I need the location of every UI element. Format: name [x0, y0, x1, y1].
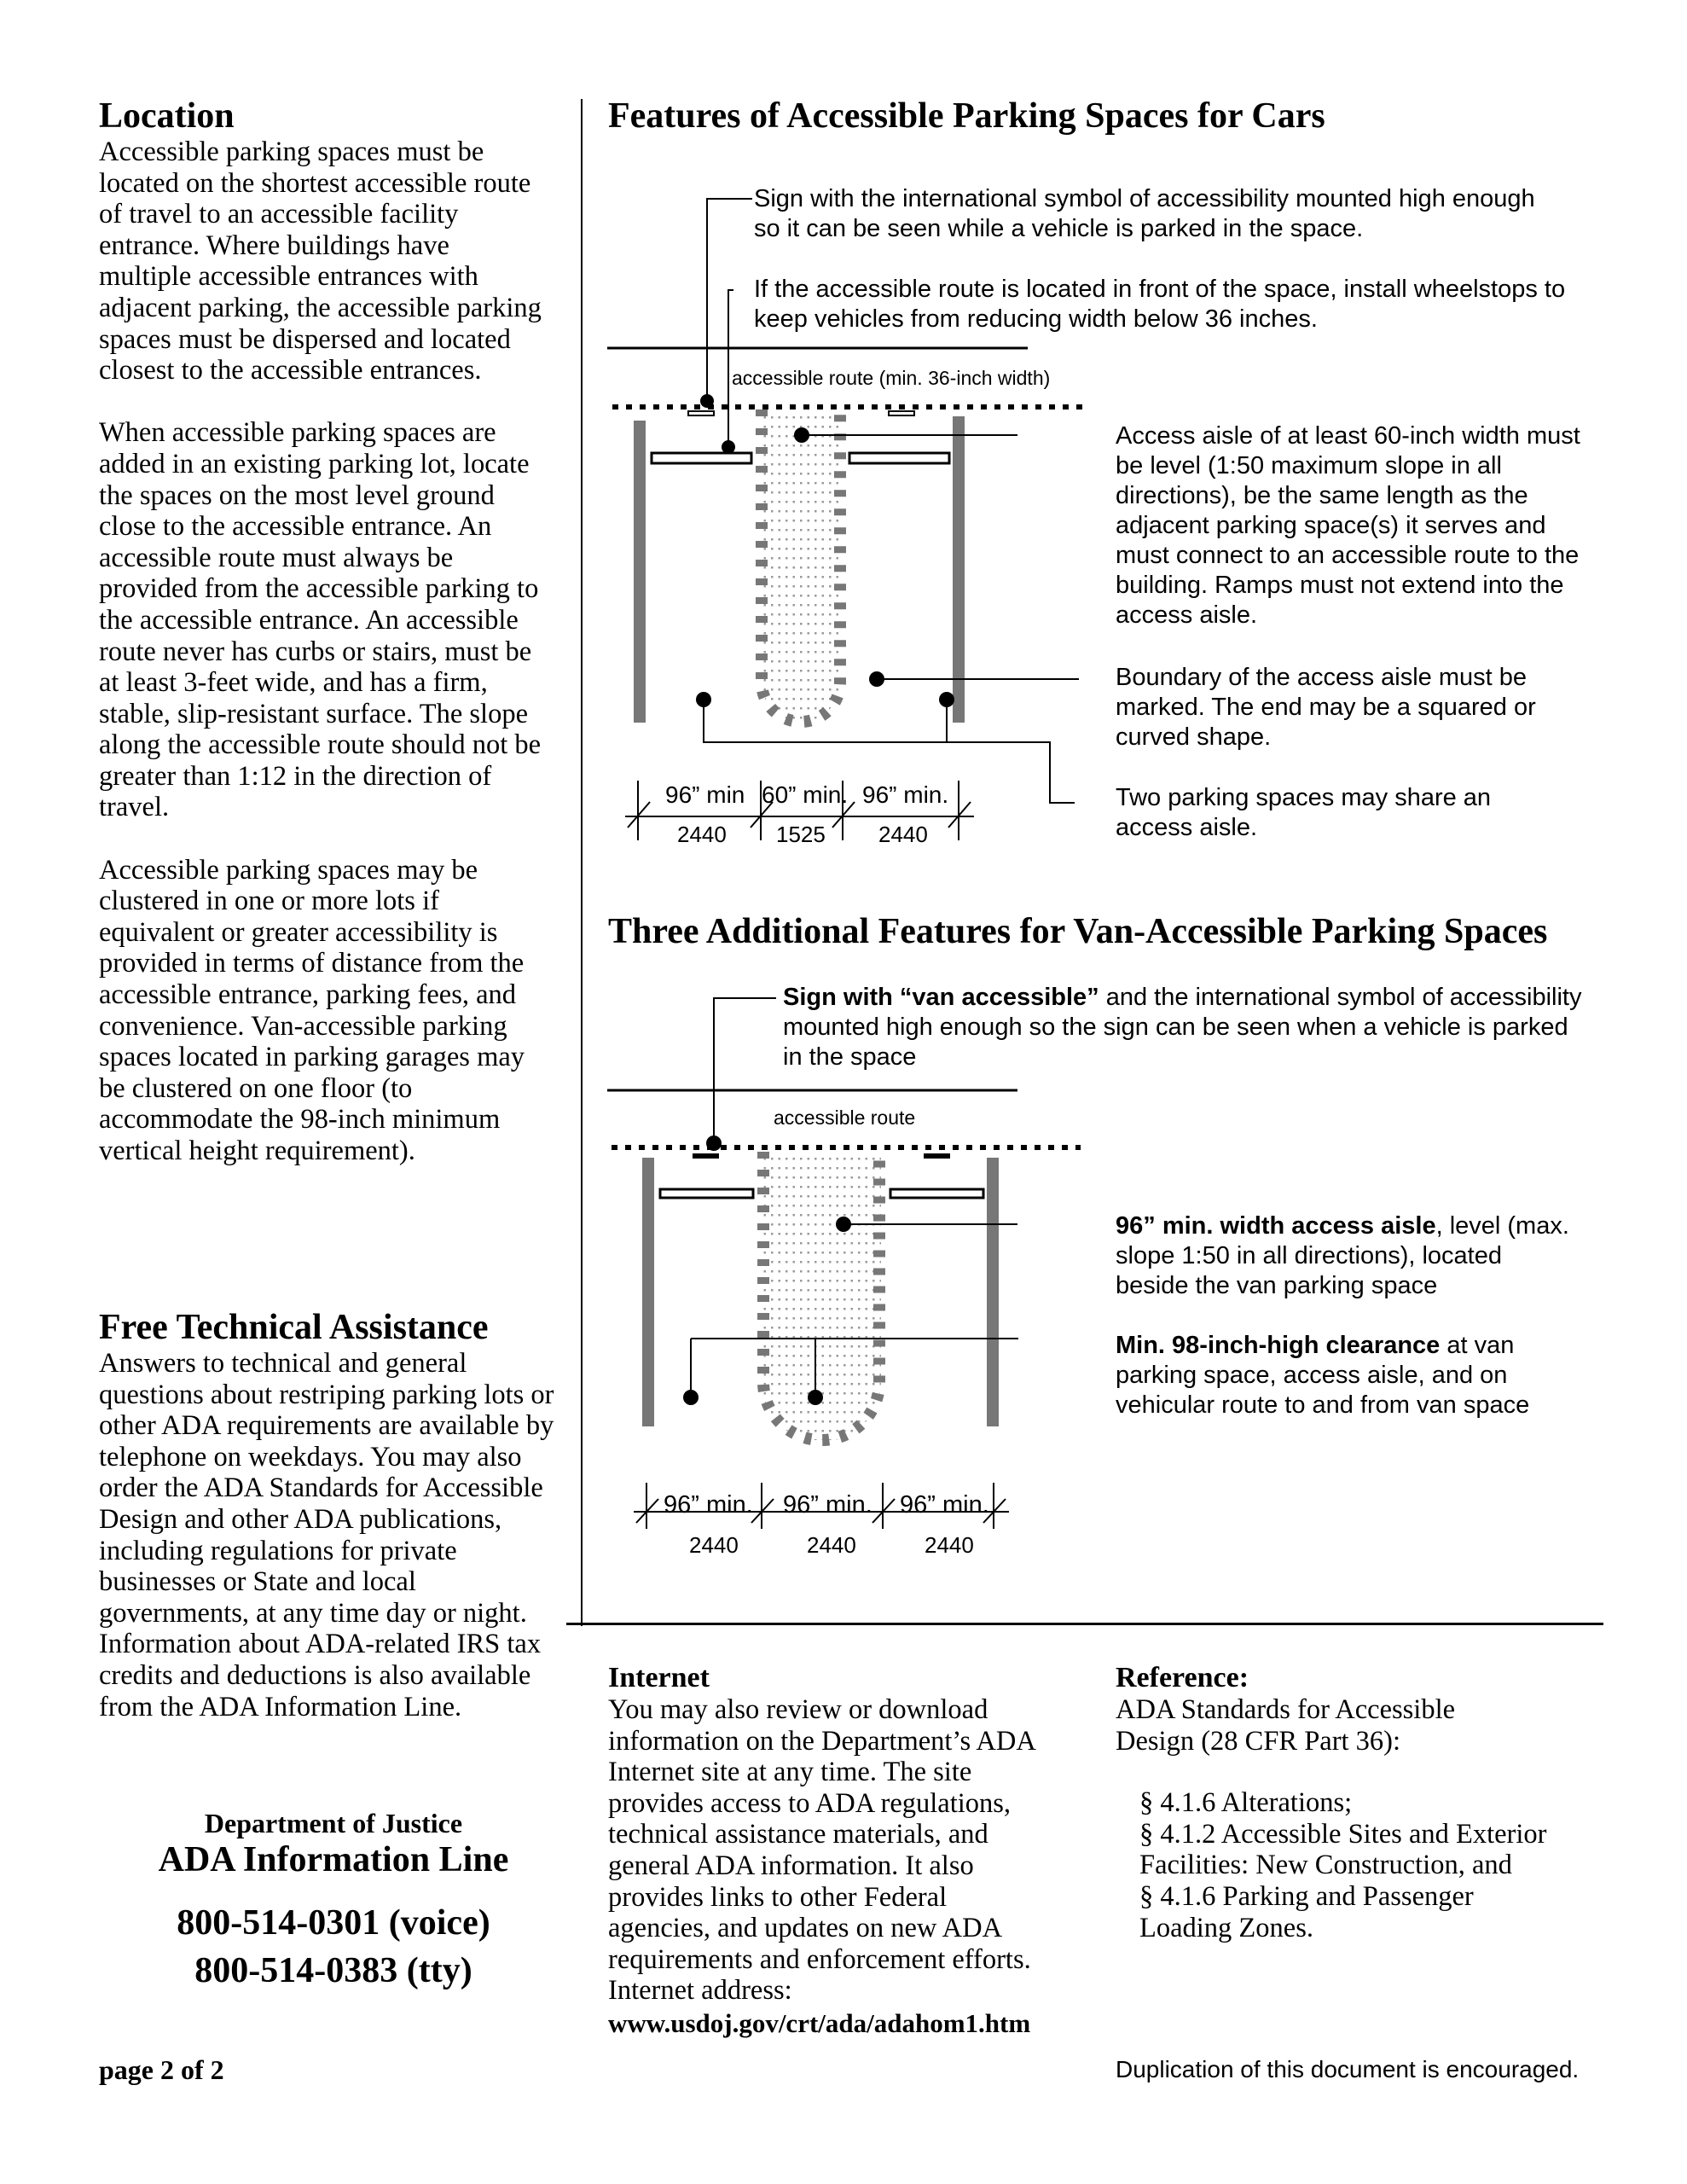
internet-heading: Internet: [608, 1662, 710, 1693]
van-aisle-clearance-dot: [808, 1390, 823, 1405]
vans-aisle-bold: 96” min. width access aisle: [1116, 1212, 1436, 1240]
vans-clearance-note: [1116, 1331, 1593, 1420]
internet-section: [608, 1662, 1069, 2041]
internet-paragraph: You may also review or download information on the Department’s ADA Internet site at any time. The site provides access to ADA regulations, technical assistance materials, and general ADA information. It also provides links to other Federal agencies, and updates on new ADA requirements and enforcement efforts. Internet address:: [608, 1694, 1035, 2007]
cars-sign-note: Sign with the international symbol of accessibility mounted high enough so it can be seen while a vehicle is parked in the space.: [754, 185, 1535, 242]
van-sign-leader-line: [714, 998, 776, 1141]
reference-item: § 4.1.2 Accessible Sites and Exterior Facilities: New Construction, and: [1139, 1818, 1547, 1881]
reference-item: § 4.1.6 Parking and Passenger Loading Zones.: [1139, 1880, 1474, 1943]
van-space-marker-dot: [683, 1390, 699, 1405]
duplication-notice: Duplication of this document is encouraged.: [1116, 2056, 1580, 2082]
van-dim-2-in: 96” min.: [783, 1491, 872, 1519]
reference-section: [1116, 1662, 1593, 1943]
location-paragraph-3: Accessible parking spaces may be clustered in one or more lots if equivalent or greater accessibility is provided in terms of distance from the accessible entrance, parking fees, and convenience. Van-accessible parking spaces located in parking garages may be clustered on one floor (to accommodate the 98-inch minimum vertical height requirement).: [99, 854, 525, 1166]
reference-heading: Reference:: [1116, 1662, 1249, 1693]
reference-item: § 4.1.6 Alterations;: [1139, 1787, 1353, 1819]
vans-heading: Three Additional Features for Van-Accessible Parking Spaces: [608, 912, 1548, 951]
tty-number: 800-514-0383 (tty): [194, 1951, 472, 1990]
assistance-paragraph: Answers to technical and general questions about restriping parking lots or other ADA requirements are available by telephone on weekdays. You may also order the ADA Standards for Accessible Design and other ADA publications, including regulations for private businesses or State and local governments, at any time day or night. Information about ADA-related IRS tax credits and deductions is also available from the ADA Information Line.: [99, 1348, 554, 1722]
vans-aisle-note: [1116, 1211, 1576, 1301]
van-dim-3-in: 96” min.: [900, 1491, 989, 1519]
reference-intro: ADA Standards for Accessible Design (28 CFR Part 36):: [1116, 1694, 1456, 1757]
van-dim-2-mm: 2440: [807, 1532, 856, 1558]
cars-share-note: Two parking spaces may share an access aisle.: [1116, 784, 1492, 841]
vans-aisle-rest: , level (max. slope 1:50 in all directions), located beside the van parking space: [1116, 1212, 1569, 1299]
assistance-heading: Free Technical Assistance: [99, 1308, 489, 1347]
cars-heading: Features of Accessible Parking Spaces for Cars: [608, 96, 1325, 136]
section-divider: [566, 1623, 1603, 1625]
voice-number: 800-514-0301 (voice): [177, 1903, 490, 1943]
location-paragraph-1: Accessible parking spaces must be located on the shortest accessible route of travel to an accessible facility entrance. Where buildings have multiple accessible entrances with adjacent parking, the accessible parking spaces must be dispersed and located closest to the accessible entrances.: [99, 136, 542, 386]
location-paragraph-2: When accessible parking spaces are added in an existing parking lot, locate the spaces on the most level ground close to the accessible entrance. An accessible route must always be provided from the accessible parking to the accessible entrance. An accessible route never has curbs or stairs, must be at least 3-feet wide, and has a firm, stable, slip-resistant surface. The slope along the accessible route should not be greater than 1:12 in the direction of travel.: [99, 417, 542, 823]
cars-aisle-note: Access aisle of at least 60-inch width must be level (1:50 maximum slope in all directions), be the same length as the adjacent parking space(s) it serves and must connect to an accessible route to the building. Ramps must not extend into the access aisle.: [1116, 422, 1580, 629]
info-line-title: ADA Information Line: [158, 1840, 509, 1879]
van-sign-plate-right: [924, 1153, 950, 1159]
van-sign-marker-dot: [706, 1136, 722, 1151]
car-dim-2-in: 60” min.: [762, 781, 849, 808]
van-wheelstop-left: [660, 1189, 753, 1198]
van-dim-1-mm: 2440: [689, 1532, 739, 1558]
van-stall-line-right: [987, 1158, 999, 1426]
van-wheelstop-right: [890, 1189, 983, 1198]
van-dim-3-mm: 2440: [925, 1532, 974, 1558]
car-dim-3-mm: 2440: [878, 822, 928, 847]
car-dim-3-in: 96” min.: [862, 781, 949, 808]
location-heading: Location: [99, 96, 235, 136]
cars-wheelstop-note: If the accessible route is located in front of the space, install wheelstops to keep vehicles from reducing width below 36 inches.: [754, 276, 1566, 333]
van-dim-1-in: 96” min.: [664, 1491, 753, 1519]
car-dim-2-mm: 1525: [776, 822, 826, 847]
car-dim-1-in: 96” min: [665, 781, 745, 808]
vans-clearance-rest: at van parking space, access aisle, and on vehicular route to and from van space: [1116, 1332, 1530, 1419]
car-route-label: accessible route (min. 36-inch width): [732, 367, 1051, 389]
van-stall-line-left: [642, 1158, 654, 1426]
van-route-label: accessible route: [774, 1107, 916, 1129]
internet-url[interactable]: www.usdoj.gov/crt/ada/adahom1.htm: [608, 2007, 1031, 2038]
vans-sign-rest: and the international symbol of accessibility mounted high enough so the sign can be seen when a vehicle is parked in the space: [783, 984, 1582, 1071]
reference-list: [1139, 1787, 1593, 1943]
vans-sign-bold: Sign with “van accessible”: [783, 984, 1099, 1011]
page-number: page 2 of 2: [99, 2054, 224, 2085]
van-sign-plate-left: [693, 1153, 719, 1159]
car-dim-1-mm: 2440: [677, 822, 727, 847]
info-line-block: [99, 1807, 568, 1995]
vans-clearance-bold: Min. 98-inch-high clearance: [1116, 1332, 1441, 1359]
department-name: Department of Justice: [204, 1808, 463, 1838]
cars-boundary-note: Boundary of the access aisle must be marked. The end may be a squared or curved shape.: [1116, 664, 1536, 751]
